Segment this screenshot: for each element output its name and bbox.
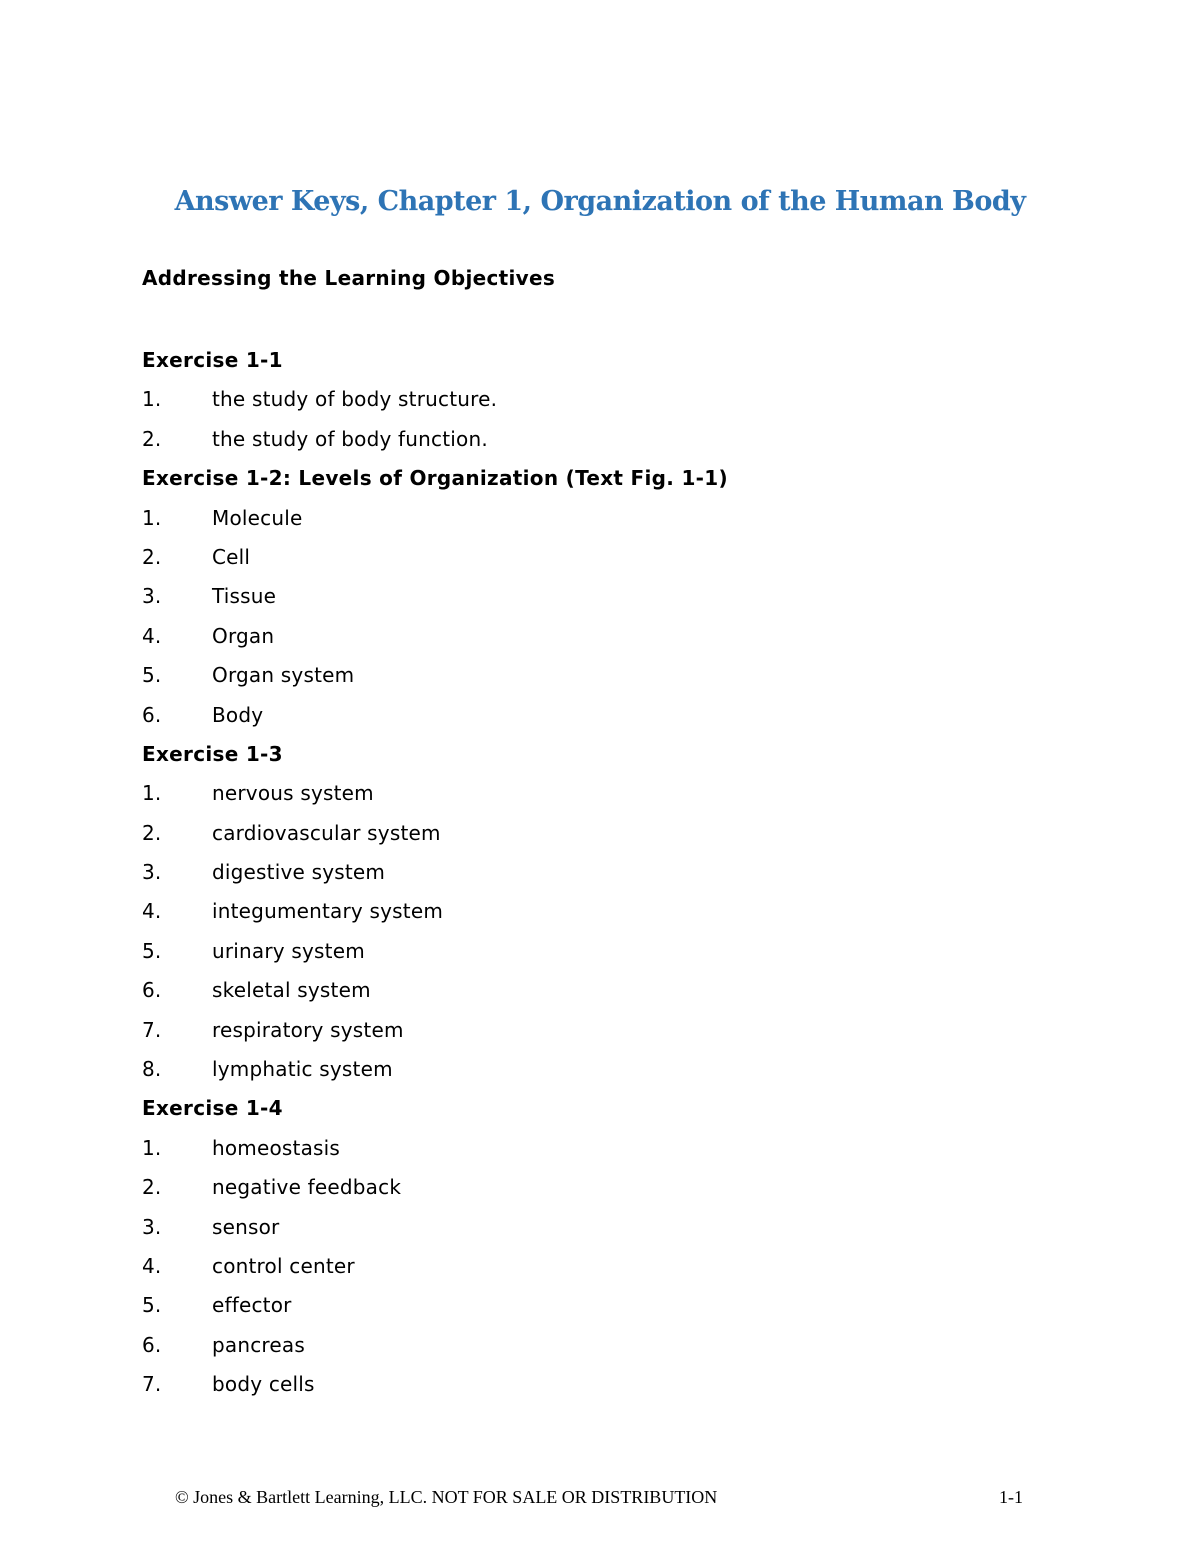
- list-item: [142, 853, 1092, 892]
- list-item-text: Cell: [212, 544, 251, 569]
- footer-copyright: © Jones & Bartlett Learning, LLC. NOT FOR SALE OR DISTRIBUTION: [175, 1487, 718, 1507]
- list-item-text: pancreas: [212, 1332, 305, 1357]
- list-item-number: 6.: [142, 978, 162, 1003]
- list-item-text: Organ: [212, 623, 275, 648]
- list-item-text: integumentary system: [212, 899, 444, 924]
- list-item-number: 5.: [142, 663, 162, 688]
- list-item-text: the study of body structure.: [212, 387, 498, 412]
- list-item: [142, 617, 1092, 656]
- list-item-number: 6.: [142, 1332, 162, 1357]
- answer-key-content: [142, 341, 1092, 1405]
- list-item: [142, 892, 1092, 931]
- list-item-text: cardiovascular system: [212, 820, 441, 845]
- list-item-text: urinary system: [212, 938, 365, 963]
- list-item-number: 6.: [142, 702, 162, 727]
- exercise-heading: Exercise 1-4: [142, 1096, 283, 1121]
- list-item: [142, 932, 1092, 971]
- list-item-text: Organ system: [212, 663, 355, 688]
- list-item-number: 1.: [142, 781, 162, 806]
- list-item-number: 7.: [142, 1372, 162, 1397]
- list-item-number: 4.: [142, 899, 162, 924]
- list-item-number: 3.: [142, 1214, 162, 1239]
- list-item: [142, 774, 1092, 813]
- list-item: [142, 420, 1092, 459]
- section-subtitle: Addressing the Learning Objectives: [142, 266, 556, 290]
- list-item: [142, 1011, 1092, 1050]
- list-item-text: Tissue: [212, 584, 277, 609]
- list-item: [142, 971, 1092, 1010]
- page-title: Answer Keys, Chapter 1, Organization of the Human Body: [174, 186, 1026, 217]
- list-item-text: the study of body function.: [212, 426, 488, 451]
- list-item: [142, 656, 1092, 695]
- list-item-text: lymphatic system: [212, 1057, 393, 1082]
- list-item-text: Molecule: [212, 505, 303, 530]
- list-item-number: 7.: [142, 1017, 162, 1042]
- footer-page-number: 1-1: [999, 1487, 1023, 1507]
- list-item-text: sensor: [212, 1214, 280, 1239]
- exercise-heading: Exercise 1-2: Levels of Organization (Text Fig. 1-1): [142, 466, 728, 491]
- list-item-number: 5.: [142, 938, 162, 963]
- list-item: [142, 538, 1092, 577]
- list-item: [142, 696, 1092, 735]
- list-item-text: body cells: [212, 1372, 315, 1397]
- exercise-heading: Exercise 1-3: [142, 741, 283, 766]
- list-item: [142, 814, 1092, 853]
- list-item-text: control center: [212, 1253, 355, 1278]
- list-item-number: 2.: [142, 426, 162, 451]
- list-item-number: 3.: [142, 860, 162, 885]
- list-item-number: 4.: [142, 1253, 162, 1278]
- list-item: [142, 577, 1092, 616]
- list-item-number: 2.: [142, 1175, 162, 1200]
- list-item-text: digestive system: [212, 860, 386, 885]
- list-item: [142, 380, 1092, 419]
- list-item: [142, 1129, 1092, 1168]
- list-item: [142, 499, 1092, 538]
- exercise-heading: Exercise 1-1: [142, 348, 283, 372]
- list-item-text: negative feedback: [212, 1175, 402, 1200]
- list-item-number: 1.: [142, 1135, 162, 1160]
- list-item: [142, 1050, 1092, 1089]
- list-item-number: 1.: [142, 387, 162, 412]
- list-item-number: 1.: [142, 505, 162, 530]
- list-item-number: 2.: [142, 820, 162, 845]
- list-item-number: 8.: [142, 1057, 162, 1082]
- list-item: [142, 1247, 1092, 1286]
- list-item-text: homeostasis: [212, 1135, 341, 1160]
- list-item-number: 3.: [142, 584, 162, 609]
- list-item: [142, 1208, 1092, 1247]
- list-item-text: Body: [212, 702, 264, 727]
- list-item: [142, 1326, 1092, 1365]
- list-item-text: nervous system: [212, 781, 374, 806]
- list-item: [142, 1365, 1092, 1404]
- list-item-number: 2.: [142, 544, 162, 569]
- list-item-text: respiratory system: [212, 1017, 404, 1042]
- list-item: [142, 1286, 1092, 1325]
- list-item: [142, 1168, 1092, 1207]
- list-item-text: effector: [212, 1293, 292, 1318]
- list-item-text: skeletal system: [212, 978, 371, 1003]
- list-item-number: 4.: [142, 623, 162, 648]
- list-item-number: 5.: [142, 1293, 162, 1318]
